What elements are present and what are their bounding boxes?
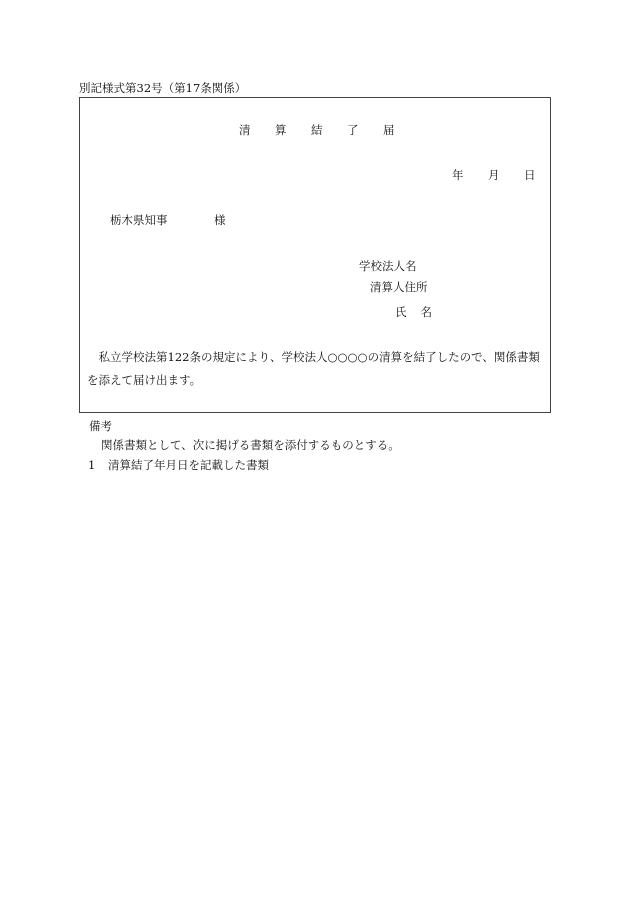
declaration-text: 私立学校法第122条の規定により、学校法人○○○○の清算を結了したので、関係書類を添えて届け出ます。	[87, 350, 540, 387]
applicant-name-label: 氏名	[395, 305, 446, 319]
addressee-name: 栃木県知事	[110, 213, 168, 227]
title-char: 清	[239, 123, 251, 137]
notes-item-number: 1	[88, 458, 96, 472]
notes-intro: 関係書類として、次に掲げる書類を添付するものとする。	[101, 438, 400, 452]
date-year-label: 年	[452, 168, 464, 182]
liquidator-address-label: 清算人住所	[370, 280, 428, 294]
form-frame	[79, 97, 551, 413]
addressee-honorific: 様	[214, 213, 226, 227]
title-char: 届	[383, 123, 395, 137]
notes-list-item	[88, 457, 269, 473]
form-number-label: 別記様式第32号（第17条関係）	[79, 81, 247, 95]
title-char: 算	[275, 123, 287, 137]
notes-heading: 備考	[89, 419, 112, 433]
date-day-label: 日	[524, 168, 536, 182]
corporation-name-label: 学校法人名	[359, 259, 417, 273]
date-month-label: 月	[488, 168, 500, 182]
notes-item-text: 清算結了年月日を記載した書類	[108, 458, 269, 472]
title-char: 結	[311, 123, 323, 137]
title-char: 了	[347, 123, 359, 137]
